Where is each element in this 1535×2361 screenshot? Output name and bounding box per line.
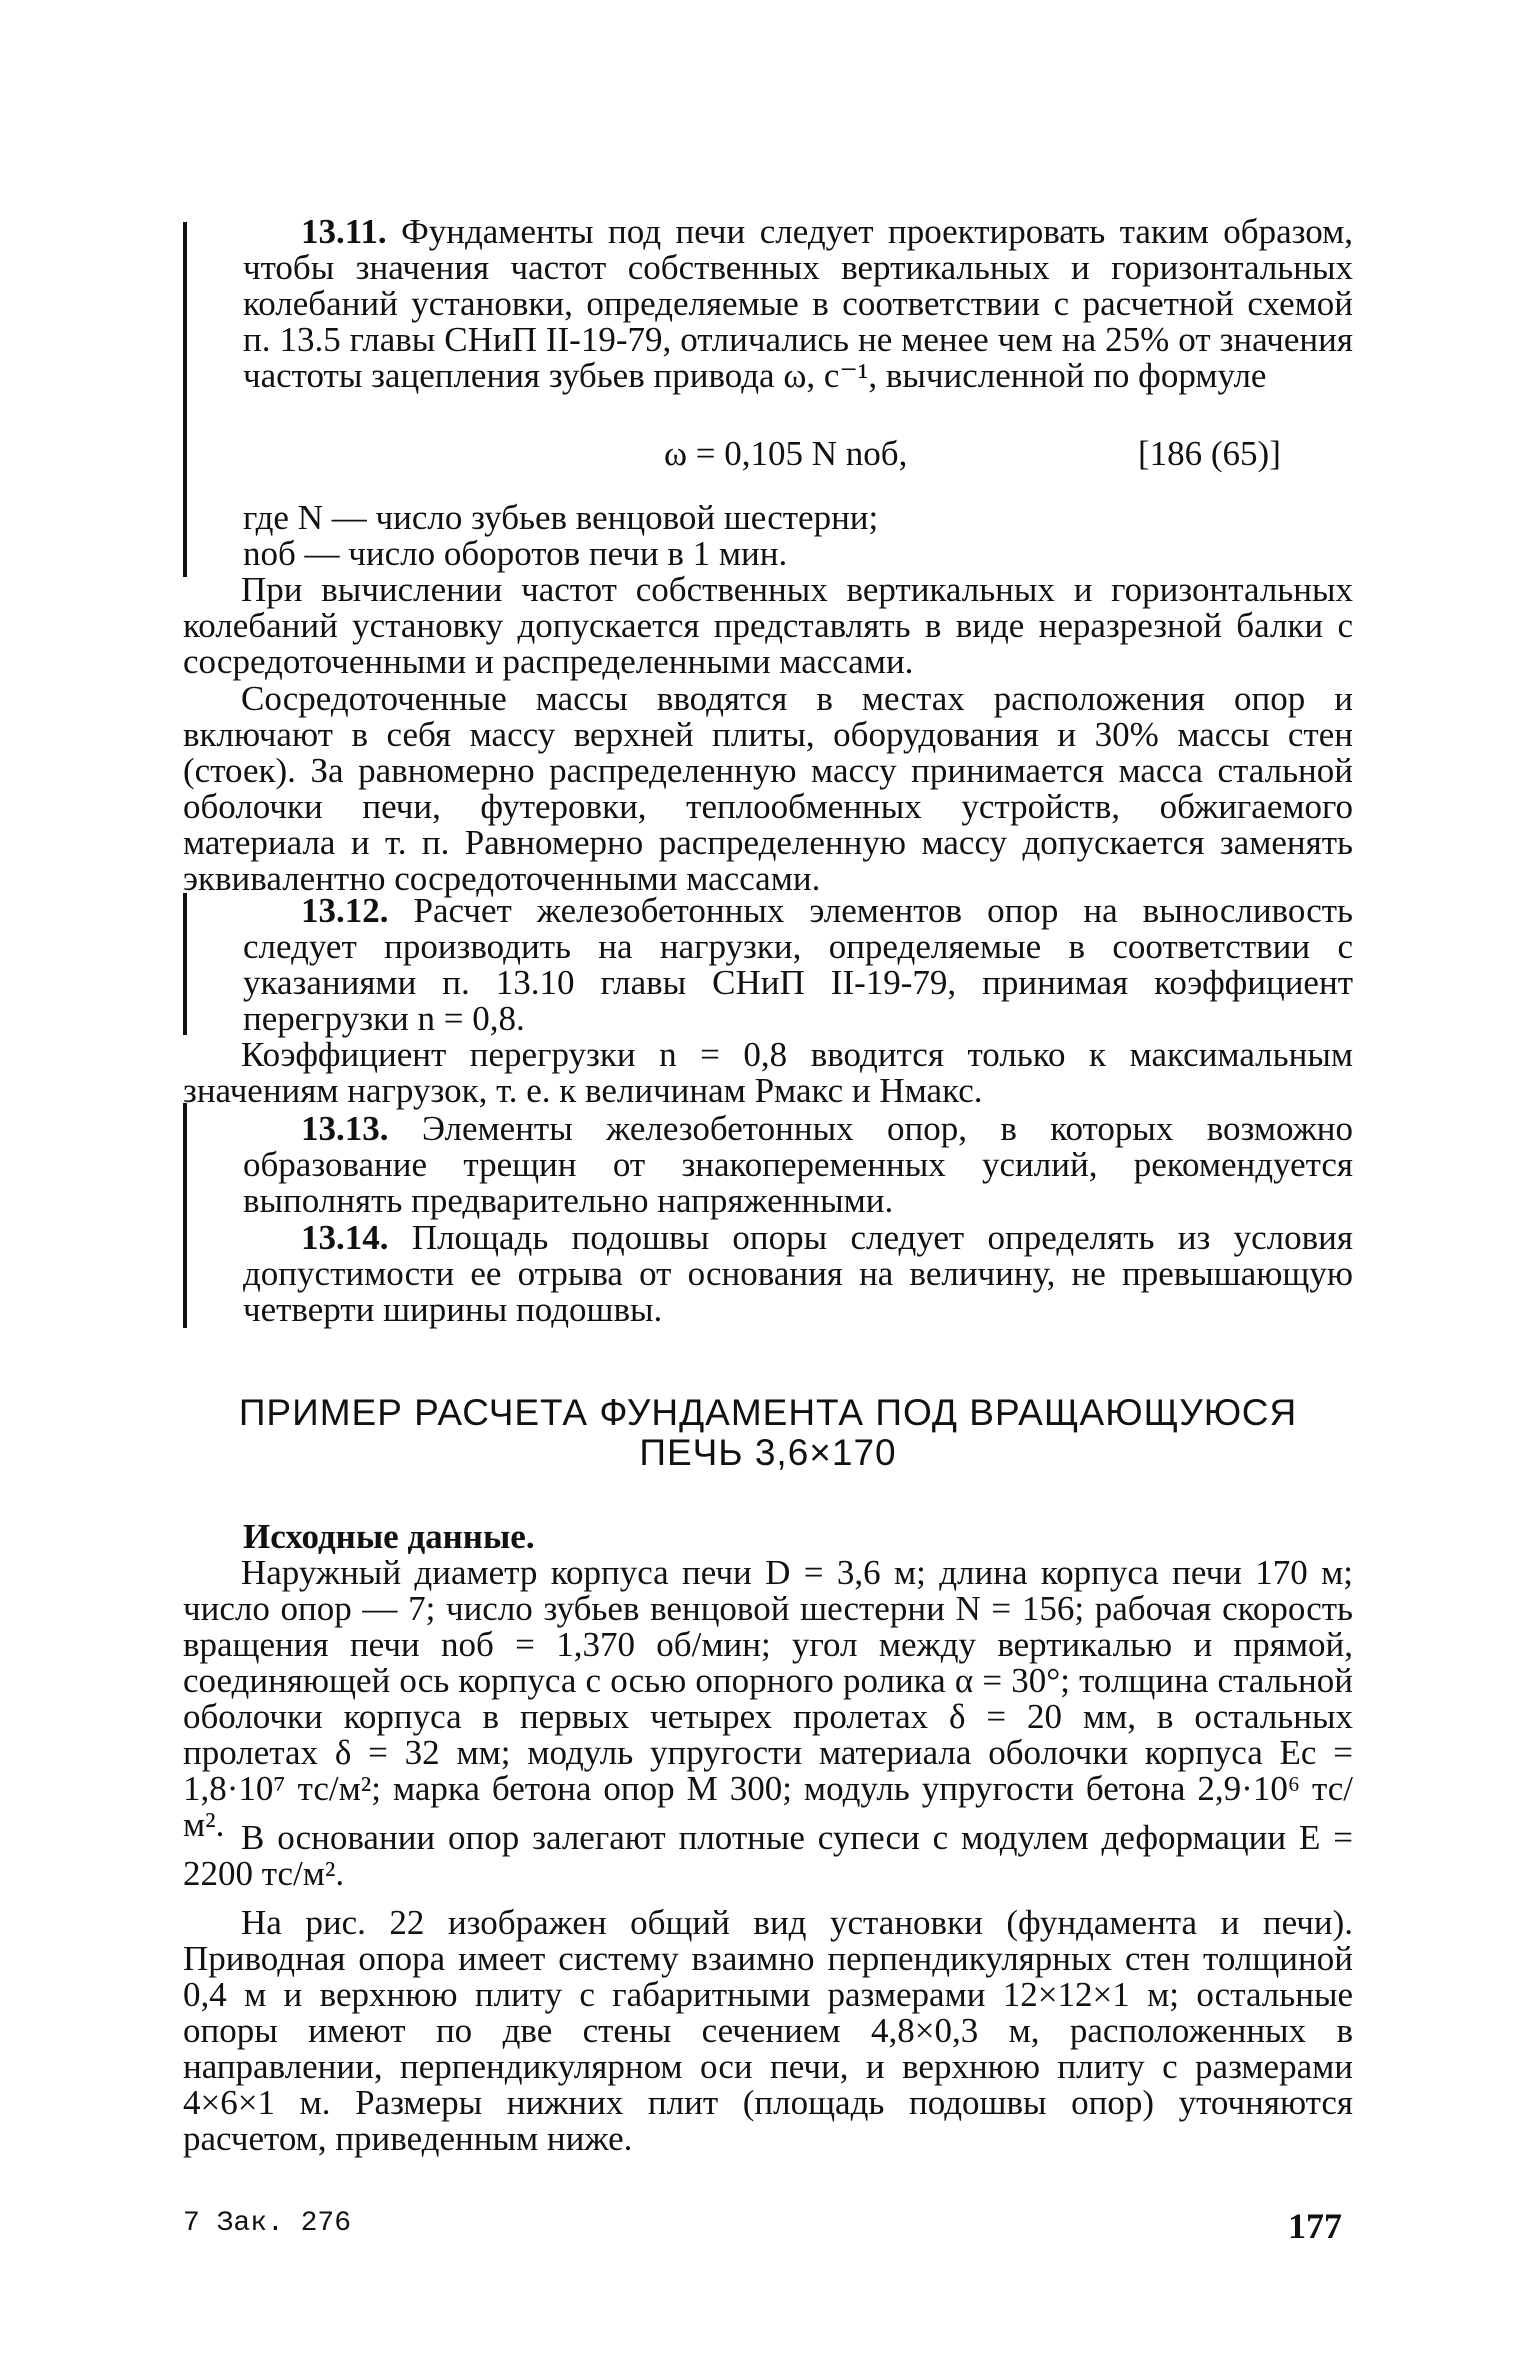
paragraph-calculation: При вычислении частот собственных вертикальных и горизонтальных колебаний установку допускается представлять в виде неразрезной балки с сосредоточенными и распределенными массами. bbox=[183, 570, 1353, 681]
section-text: Расчет железобетонных элементов опор на выносливость следует производить на нагрузки, определяемые в соответствии с указаниями п. 13.10 главы СНиП II-19-79, принимая коэффициент перегрузки n = 0,8. bbox=[243, 891, 1354, 1038]
revision-bar-13-11 bbox=[183, 222, 187, 577]
section-number: 13.14. bbox=[301, 1218, 389, 1257]
formula-reference: [186 (65)] bbox=[1138, 434, 1281, 473]
section-13-13 bbox=[243, 1111, 1353, 1219]
section-text: Площадь подошвы опоры следует определять из условия допустимости ее отрыва от основания на величину, не превышающую четверти ширины подошвы. bbox=[243, 1218, 1354, 1329]
section-13-11 bbox=[243, 214, 1353, 394]
footer-order-number: 7 Зак. 276 bbox=[183, 2208, 352, 2239]
paragraph-coefficient: Коэффициент перегрузки n = 0,8 вводится только к максимальным значениям нагрузок, т. е. к величинам Pмакс и Hмакс. bbox=[183, 1035, 1353, 1110]
page-number: 177 bbox=[1288, 2206, 1342, 2246]
paragraph-masses: Сосредоточенные массы вводятся в местах расположения опор и включают в себя массу верхней плиты, оборудования и 30% массы стен (стоек). За равномерно распределенную массу принимается масса стальной оболочки печи, футеровки, теплообменных устройств, обжигаемого материала и т. п. Равномерно распределенную массу допускается заменять эквивалентно сосредоточенными массами. bbox=[183, 679, 1353, 898]
section-13-12 bbox=[243, 893, 1353, 1037]
where-line-2: nоб — число оборотов печи в 1 мин. bbox=[243, 534, 788, 573]
section-number: 13.11. bbox=[301, 212, 387, 251]
section-13-14 bbox=[243, 1220, 1353, 1328]
section-text: Элементы железобетонных опор, в которых возможно образование трещин от знакопеременных усилий, рекомендуется выполнять предварительно напряженными. bbox=[243, 1109, 1354, 1220]
section-number: 13.13. bbox=[301, 1109, 389, 1148]
initial-data-title: Исходные данные. bbox=[243, 1517, 535, 1556]
paragraph-initial-data: Наружный диаметр корпуса печи D = 3,6 м; длина корпуса печи 170 м; число опор — 7; число зубьев венцовой шестерни N = 156; рабочая скорость вращения печи nоб = 1,370 об/мин; угол между вертикалью и прямой, соединяющей ось корпуса с осью опорного ролика α = 30°; толщина стальной оболочки корпуса в первых четырех пролетах δ = 20 мм, в остальных пролетах δ = 32 мм; модуль упругости материала оболочки корпуса Eс = 1,8·10⁷ тс/м²; марка бетона опор М 300; модуль упругости бетона 2,9·10⁶ тс/м². bbox=[183, 1553, 1353, 1844]
revision-bar-13-13 bbox=[183, 1103, 187, 1328]
paragraph-figure: На рис. 22 изображен общий вид установки (фундамента и печи). Приводная опора имеет систему взаимно перпендикулярных стен толщиной 0,4 м и верхнюю плиту с габаритными размерами 12×12×1 м; остальные опоры имеют по две стены сечением 4,8×0,3 м, расположенных в направлении, перпендикулярном оси печи, и верхнюю плиту с размерами 4×6×1 м. Размеры нижних плит (площадь подошвы опор) уточняются расчетом, приведенным ниже. bbox=[183, 1903, 1353, 2158]
revision-bar-13-12 bbox=[183, 893, 187, 1035]
section-number: 13.12. bbox=[301, 891, 389, 930]
heading-line-1: ПРИМЕР РАСЧЕТА ФУНДАМЕНТА ПОД ВРАЩАЮЩУЮСЯ bbox=[238, 1392, 1298, 1433]
example-heading bbox=[163, 1393, 1373, 1473]
paragraph-soil: В основании опор залегают плотные супеси с модулем деформации E = 2200 тс/м². bbox=[183, 1818, 1353, 1893]
section-text: Фундаменты под печи следует проектировать таким образом, чтобы значения частот собственных вертикальных и горизонтальных колебаний установки, определяемые в соответствии с расчетной схемой п. 13.5 главы СНиП II-19-79, отличались не менее чем на 25% от значения частоты зацепления зубьев привода ω, с⁻¹, вычисленной по формуле bbox=[243, 212, 1354, 395]
where-line-1: где N — число зубьев венцовой шестерни; bbox=[243, 498, 879, 537]
heading-line-2: ПЕЧЬ 3,6×170 bbox=[639, 1432, 897, 1473]
formula: ω = 0,105 N nоб, bbox=[664, 434, 908, 473]
